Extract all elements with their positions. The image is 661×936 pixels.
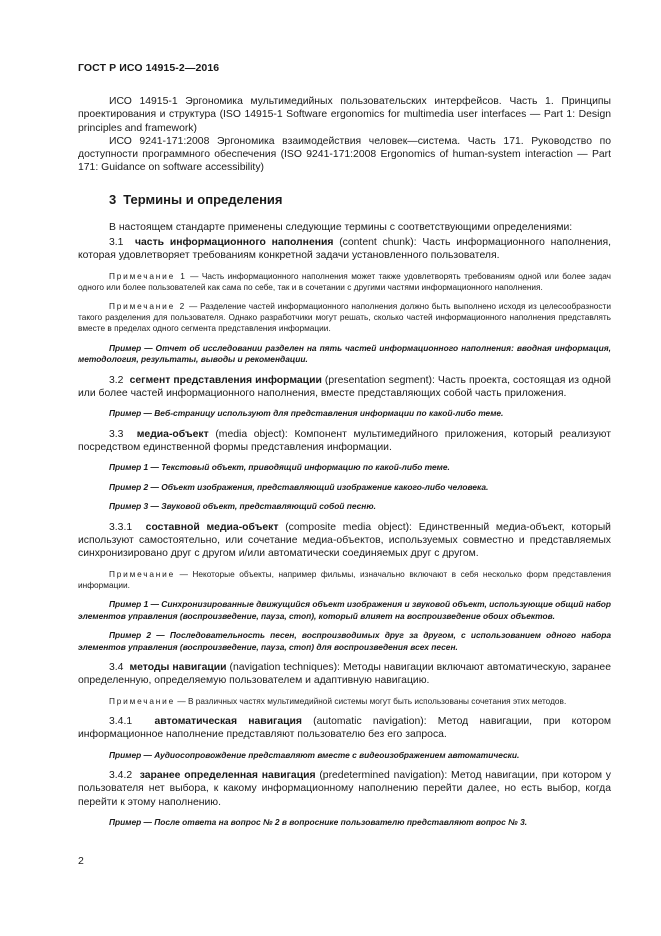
- note-text: — Некоторые объекты, например фильмы, изначально включают в себя несколько форм представления информации.: [78, 568, 611, 590]
- note-3-4: [78, 696, 611, 707]
- example-3-3-3: Пример 3 — Звуковой объект, представляющий собой песню.: [109, 501, 376, 512]
- term-definition: (automatic navigation): Метод навигации, при котором информационное наполнение представляют пользователю без его запроса.: [78, 715, 611, 741]
- term-number: 3.3.1: [109, 521, 133, 533]
- note-label: Примечание: [109, 695, 176, 706]
- example-3-3-1: Пример 1 — Текстовый объект, приводящий информацию по какой-либо теме.: [109, 462, 450, 473]
- term-name: составной медиа-объект: [145, 521, 279, 533]
- section-number: 3: [109, 191, 117, 207]
- note-3-1-1: [78, 271, 611, 293]
- note-3-3-1: [78, 569, 611, 591]
- term-number: 3.4.1: [109, 715, 133, 727]
- example-3-3-1-2: Пример 2 — Последовательность песен, воспроизводимых друг за другом, с использованием одного набора элементов управления (воспроизведение, пауза, стоп) для воспроизведения всех песен.: [78, 630, 611, 652]
- note-text: — Часть информационного наполнения может также удовлетворять требованиям одной или более задач одного или более пользователей как сама по себе, так и в сочетании с другими частями информационного наполнения.: [78, 270, 611, 292]
- term-name: сегмент представления информации: [129, 374, 322, 386]
- example-3-3-2: Пример 2 — Объект изображения, представляющий изображение какого-либо человека.: [109, 481, 489, 492]
- term-number: 3.2: [109, 374, 124, 386]
- document-header: ГОСТ Р ИСО 14915-2—2016: [78, 62, 220, 74]
- reference-iso-14915-1: ИСО 14915-1 Эргономика мультимедийных пользовательских интерфейсов. Часть 1. Принципы проектирования и структура (ISO 14915-1 Software ergonomics for multimedia user interfaces — Part 1: Design principles and framework): [78, 96, 611, 134]
- term-3-3: [78, 428, 611, 455]
- term-3-1: [78, 236, 611, 263]
- term-definition: (content chunk): Часть информационного наполнения, которая удовлетворяет требованиям конкретной задачи установленного пользователя.: [78, 237, 612, 262]
- note-label: Примечание 1: [109, 270, 187, 281]
- term-number: 3.3: [109, 428, 124, 440]
- normative-references: [78, 95, 611, 175]
- term-name: заранее определенная навигация: [139, 770, 316, 782]
- term-number: 3.4.2: [109, 770, 133, 782]
- term-number: 3.4: [109, 662, 124, 674]
- term-3-4-1: [78, 715, 611, 742]
- example-3-4-1: Пример — Аудиосопровождение представляют вместе с видеоизображением автоматически.: [109, 749, 520, 760]
- page-body: [78, 62, 611, 836]
- page-number: 2: [78, 855, 84, 867]
- example-3-3-1-1: Пример 1 — Синхронизированные движущийся объект изображения и звуковой объект, использующие общий набор элементов управления (воспроизведение, пауза, стоп), который влияет на воспроизведение обоих объектов.: [78, 599, 611, 621]
- term-name: часть информационного наполнения: [134, 237, 334, 249]
- term-definition: (predetermined navigation): Метод навигации, при котором у пользователя нет выбора, к какому информационному наполнению перейти далее, но есть выбор, когда перейти к этому наполнению.: [78, 770, 611, 808]
- section-title: Термины и определения: [123, 191, 283, 207]
- term-name: методы навигации: [129, 662, 227, 674]
- note-text: — Разделение частей информационного наполнения должно быть выполнено исходя из целесообразности такого разделения для пользователя. Однако разработчики могут решать, сколько частей информационного наполнения представлять вместе в пределах одного сегмента представления информации.: [78, 301, 611, 334]
- term-definition: (composite media object): Единственный медиа-объект, который используют самостоятельно, или сочетание медиа-объектов, используемых совместно и представляемых синхронизировано друг с другом и/или автоматически соединяемых друг с другом.: [78, 521, 611, 560]
- term-number: 3.1: [109, 237, 124, 249]
- reference-iso-9241-171: ИСО 9241-171:2008 Эргономика взаимодействия человек—система. Часть 171. Руководство по доступности программного обеспечения (ISO 9241-171:2008 Ergonomics of human-system interaction — Part 171: Guidance on software accessibility): [78, 135, 611, 174]
- term-3-3-1: [78, 521, 611, 561]
- note-label: Примечание: [109, 568, 176, 579]
- section-intro: В настоящем стандарте применены следующие термины с соответствующими определениями:: [109, 221, 573, 233]
- note-3-1-2: [78, 301, 611, 335]
- example-3-4-2: Пример — После ответа на вопрос № 2 в вопроснике пользователю представляют вопрос № 3.: [109, 816, 528, 827]
- example-3-2: Пример — Веб-страницу используют для представления информации по какой-либо теме.: [109, 408, 504, 419]
- term-definition: (navigation techniques): Методы навигации включают автоматическую, заранее определенную, определяемую пользователем и адаптивную навигацию.: [78, 662, 611, 687]
- term-definition: (presentation segment): Часть проекта, состоящая из одной или более частей информационного наполнения, вместе представляющих собой часть приложения.: [78, 374, 611, 399]
- term-name: автоматическая навигация: [154, 715, 302, 727]
- term-3-4-2: [78, 769, 611, 809]
- note-label: Примечание 2: [109, 301, 187, 312]
- term-name: медиа-объект: [136, 428, 209, 440]
- note-text: — В различных частях мультимедийной системы могут быть использованы сочетания этих методов.: [175, 695, 567, 706]
- section-heading: [109, 192, 611, 207]
- term-3-4: [78, 661, 611, 688]
- term-definition: (media object): Компонент мультимедийного приложения, который реализуют посредством единственной формы представления информации.: [78, 428, 611, 454]
- term-3-2: [78, 374, 611, 401]
- example-3-1: Пример — Отчет об исследовании разделен на пять частей информационного наполнения: вводная информация, методология, результаты, выводы и рекомендации.: [78, 342, 611, 365]
